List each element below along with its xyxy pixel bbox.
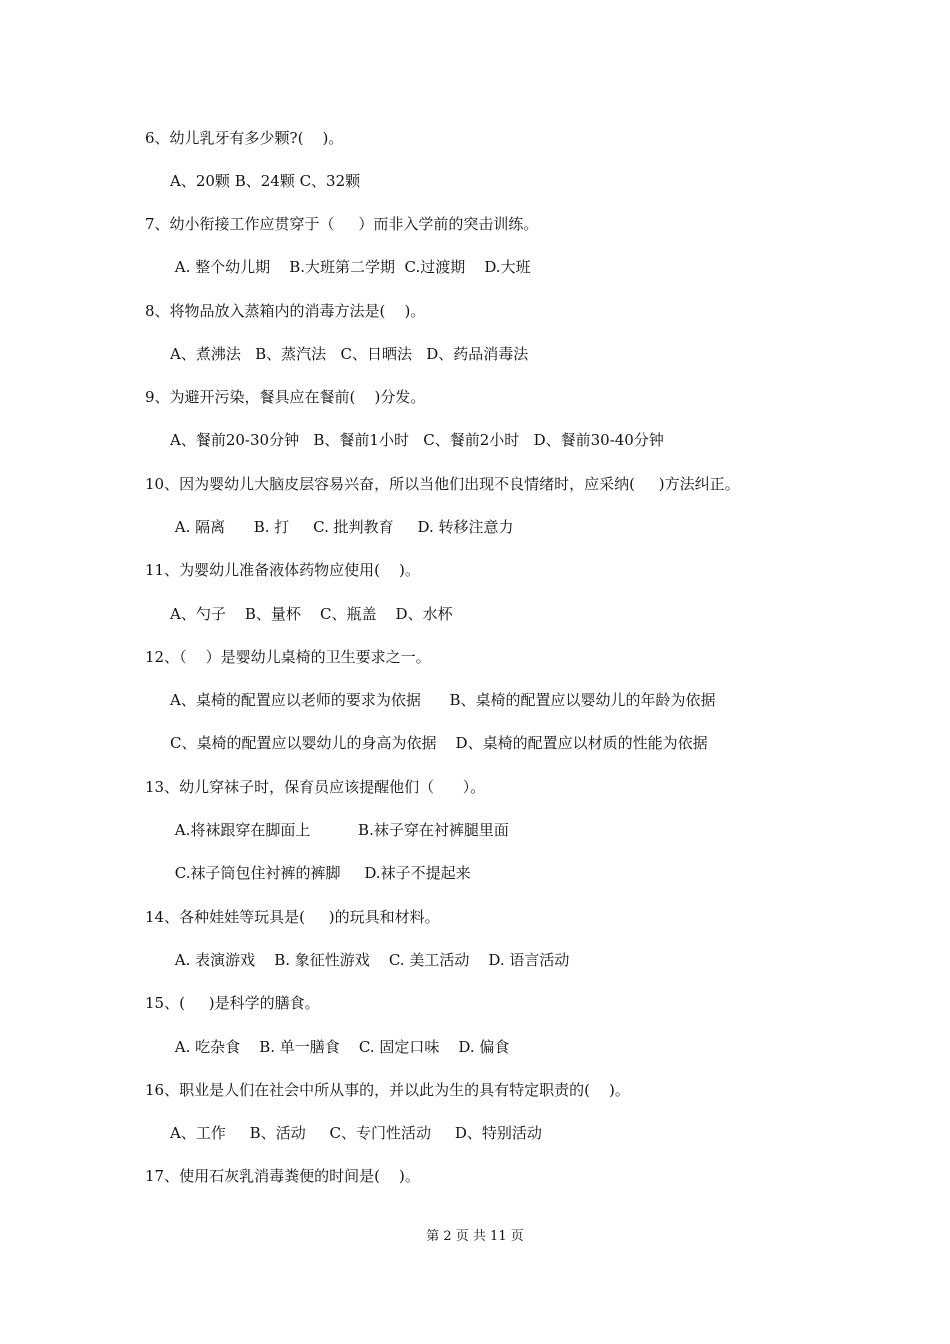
question-10: 10、因为婴幼儿大脑皮层容易兴奋，所以当他们出现不良情绪时，应采纳( )方法纠正。 <box>145 475 740 493</box>
question-9: 9、为避开污染，餐具应在餐前( )分发。 <box>145 388 426 406</box>
question-7-options: A. 整个幼儿期 B.大班第二学期 C.过渡期 D.大班 <box>170 258 531 276</box>
question-16-options: A、工作 B、活动 C、专门性活动 D、特别活动 <box>170 1124 542 1142</box>
question-8: 8、将物品放入蒸箱内的消毒方法是( )。 <box>145 302 426 320</box>
question-13-options-ab: A.将袜跟穿在脚面上 B.袜子穿在衬裤腿里面 <box>170 821 509 839</box>
question-12: 12、（ ）是婴幼儿桌椅的卫生要求之一。 <box>145 648 431 666</box>
question-8-options: A、煮沸法 B、蒸汽法 C、日晒法 D、药品消毒法 <box>170 345 529 363</box>
page-footer: 第 2 页 共 11 页 <box>426 1229 524 1244</box>
question-11-options: A、勺子 B、量杯 C、瓶盖 D、水杯 <box>170 605 453 623</box>
question-6: 6、幼儿乳牙有多少颗?( )。 <box>145 129 344 147</box>
question-9-options: A、餐前20-30分钟 B、餐前1小时 C、餐前2小时 D、餐前30-40分钟 <box>170 431 664 449</box>
question-7: 7、幼小衔接工作应贯穿于（ ）而非入学前的突击训练。 <box>145 215 539 233</box>
question-14: 14、各种娃娃等玩具是( )的玩具和材料。 <box>145 908 440 926</box>
question-11: 11、为婴幼儿准备液体药物应使用( )。 <box>145 561 420 579</box>
question-14-options: A. 表演游戏 B. 象征性游戏 C. 美工活动 D. 语言活动 <box>170 951 570 969</box>
question-12-options-ab: A、桌椅的配置应以老师的要求为依据 B、桌椅的配置应以婴幼儿的年龄为依据 <box>170 691 716 709</box>
question-15: 15、( )是科学的膳食。 <box>145 994 320 1012</box>
question-16: 16、职业是人们在社会中所从事的，并以此为生的具有特定职责的( )。 <box>145 1081 630 1099</box>
question-15-options: A. 吃杂食 B. 单一膳食 C. 固定口味 D. 偏食 <box>170 1038 510 1056</box>
question-17: 17、使用石灰乳消毒粪便的时间是( )。 <box>145 1167 420 1185</box>
question-6-options: A、20颗 B、24颗 C、32颗 <box>170 172 361 190</box>
question-10-options: A. 隔离 B. 打 C. 批判教育 D. 转移注意力 <box>170 518 514 536</box>
question-13: 13、幼儿穿袜子时，保育员应该提醒他们（ ）。 <box>145 778 486 796</box>
question-13-options-cd: C.袜子筒包住衬裤的裤脚 D.袜子不提起来 <box>170 864 471 882</box>
question-12-options-cd: C、桌椅的配置应以婴幼儿的身高为依据 D、桌椅的配置应以材质的性能为依据 <box>170 734 708 752</box>
